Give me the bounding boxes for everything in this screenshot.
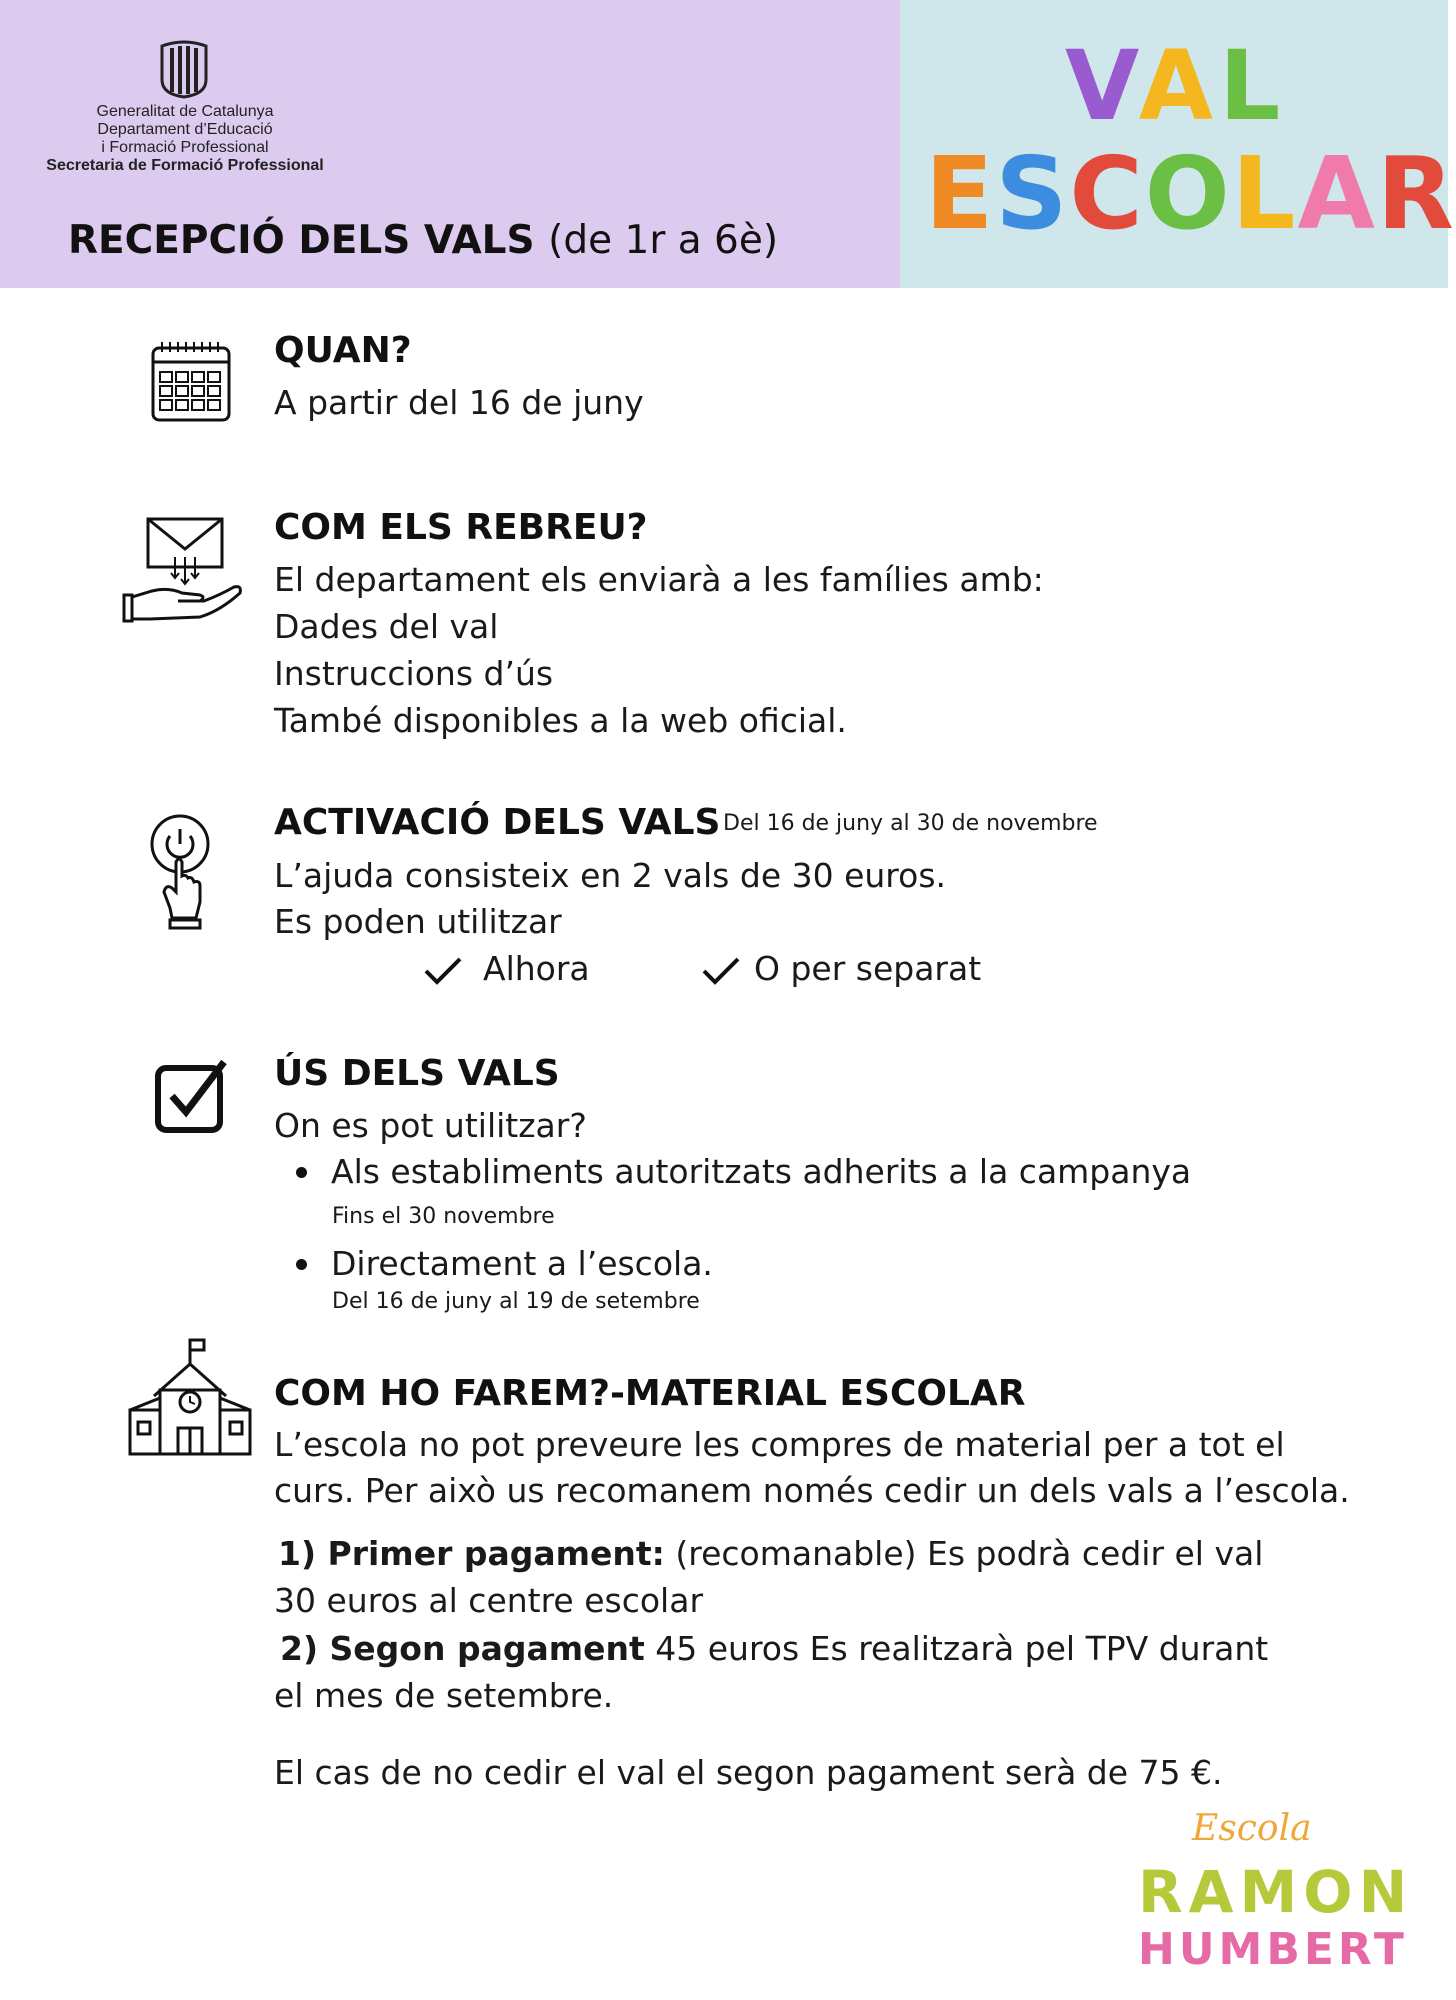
material-note: El cas de no cedir el val el segon pagament serà de 75 €.	[274, 1753, 1223, 1792]
power-button-press-icon	[148, 812, 214, 932]
payment-2-label: 2) Segon pagament	[280, 1629, 645, 1668]
school-logo-line-3: HUMBERT	[1138, 1924, 1408, 1975]
institution-line-1: Generalitat de Catalunya	[96, 103, 274, 120]
receive-line-4: També disponibles a la web oficial.	[274, 701, 847, 740]
activation-heading: ACTIVACIÓ DELS VALS	[274, 802, 721, 843]
when-text: A partir del 16 de juny	[274, 383, 644, 422]
payment-2-text: 45 euros Es realitzarà pel TPV durant	[644, 1629, 1269, 1668]
school-logo-line-2: RAMON	[1138, 1858, 1414, 1926]
school-logo-line-1: Escola	[1192, 1808, 1312, 1849]
usage-heading: ÚS DELS VALS	[274, 1053, 560, 1094]
checkbox-checked-icon	[154, 1058, 230, 1136]
banner-word-escolar: ESCOLAR	[925, 135, 1456, 252]
institution-line-3: i Formació Professional	[101, 139, 269, 156]
calendar-icon	[150, 340, 232, 424]
usage-question: On es pot utilitzar?	[274, 1106, 587, 1145]
usage-bullet-2: Directament a l’escola.	[331, 1244, 713, 1283]
payment-1-label: 1) Primer pagament:	[278, 1534, 665, 1573]
activation-option-1: Alhora	[483, 949, 590, 988]
institution-line-4: Secretaria de Formació Professional	[46, 157, 324, 174]
header-left-panel	[0, 0, 900, 288]
activation-line-2: Es poden utilitzar	[274, 902, 562, 941]
institution-text	[0, 103, 370, 175]
institution-line-2: Departament d’Educació	[97, 121, 273, 138]
banner-word-val: VAL	[1065, 30, 1287, 142]
activation-line-1: L’ajuda consisteix en 2 vals de 30 euros.	[274, 856, 947, 895]
receive-line-1: El departament els enviarà a les famílies amb:	[274, 560, 1044, 599]
bullet-dot	[296, 1167, 307, 1178]
envelope-hand-icon	[120, 515, 246, 627]
receive-heading: COM ELS REBREU?	[274, 507, 648, 548]
school-logo	[1132, 1808, 1412, 1988]
val-escolar-banner	[900, 0, 1456, 288]
generalitat-logo-icon	[158, 40, 210, 98]
checkmark-icon	[423, 955, 463, 987]
page-title	[68, 218, 778, 263]
checkmark-icon	[701, 955, 741, 987]
receive-line-2: Dades del val	[274, 607, 499, 646]
receive-line-3: Instruccions d’ús	[274, 654, 554, 693]
usage-bullet-1: Als establiments autoritzats adherits a la campanya	[331, 1152, 1192, 1191]
payment-1-text: (recomanable) Es podrà cedir el val	[664, 1534, 1264, 1573]
school-building-icon	[126, 1336, 254, 1458]
material-line-2: curs. Per això us recomanem només cedir un dels vals a l’escola.	[274, 1471, 1350, 1510]
usage-bullet-1-note: Fins el 30 novembre	[332, 1204, 555, 1229]
payment-2-line-2: el mes de setembre.	[274, 1676, 614, 1715]
page-title-bold: RECEPCIÓ DELS VALS	[68, 218, 535, 263]
material-line-1: L’escola no pot preveure les compres de material per a tot el	[274, 1425, 1285, 1464]
page-title-light: (de 1r a 6è)	[548, 218, 779, 263]
payment-2	[280, 1629, 1268, 1668]
activation-dates: Del 16 de juny al 30 de novembre	[723, 811, 1098, 836]
material-heading: COM HO FAREM?-MATERIAL ESCOLAR	[274, 1373, 1026, 1414]
payment-1	[278, 1534, 1263, 1573]
payment-1-line-2: 30 euros al centre escolar	[274, 1581, 704, 1620]
when-heading: QUAN?	[274, 330, 412, 371]
bullet-dot	[296, 1259, 307, 1270]
usage-bullet-2-note: Del 16 de juny al 19 de setembre	[332, 1289, 700, 1314]
activation-option-2: O per separat	[754, 949, 982, 988]
